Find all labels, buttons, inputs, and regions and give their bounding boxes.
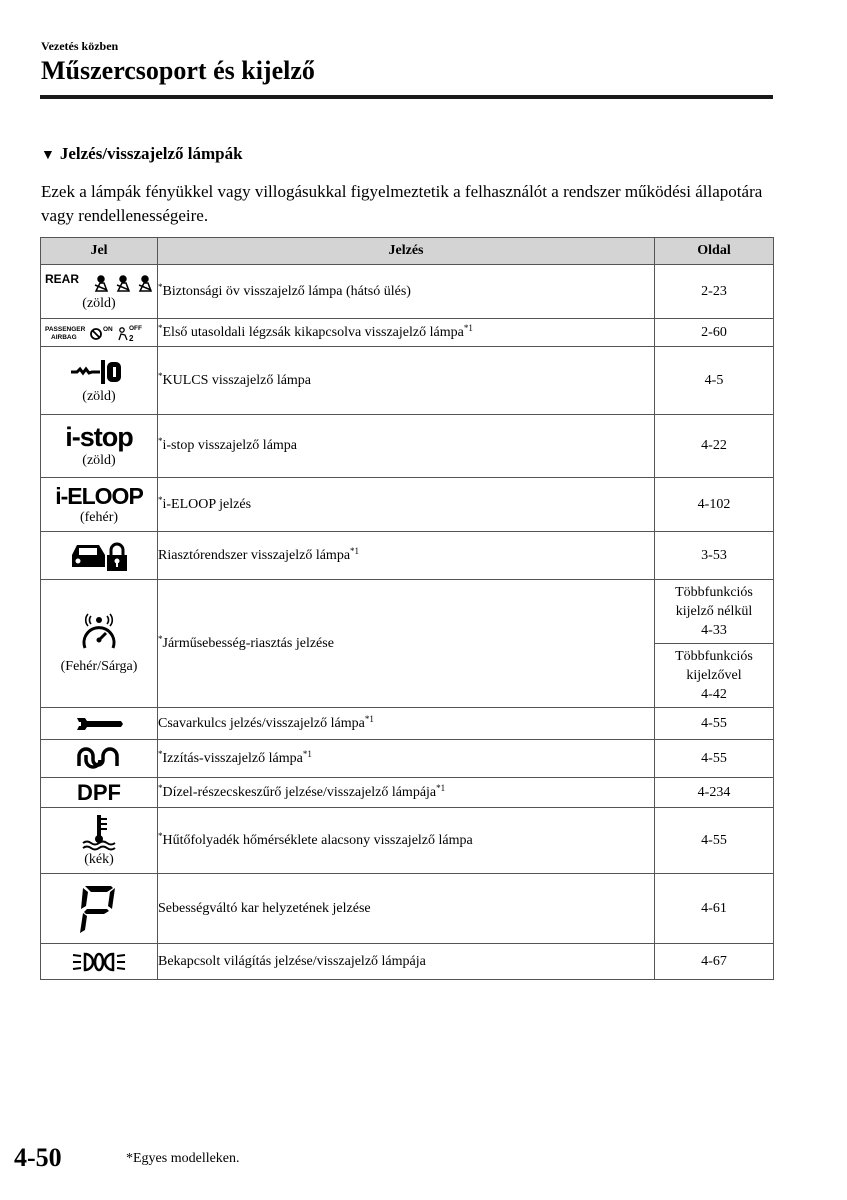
dpf-icon: DPF xyxy=(77,779,121,805)
table-row xyxy=(41,708,774,740)
page-ref-cell: 4-55 xyxy=(655,708,774,740)
svg-text:OFF: OFF xyxy=(129,324,142,332)
table-row xyxy=(41,415,774,478)
description-cell: Riasztórendszer visszajelző lámpa$^{*1}$ xyxy=(158,532,655,580)
symbol-cell xyxy=(41,808,158,874)
symbol-cell xyxy=(41,778,158,808)
page-ref-cell: 4-5 xyxy=(655,347,774,415)
triangle-marker-icon: ▼ xyxy=(41,148,55,163)
description-cell: *Hűtőfolyadék hőmérséklete alacsony visszajelző lámpa xyxy=(158,808,655,874)
intro-paragraph: Ezek a lámpák fényükkel vagy villogásukkal figyelmeztetik a felhasználót a rendszer működési állapotára vagy rendellenességeire. xyxy=(41,182,763,225)
title-divider xyxy=(40,95,773,99)
description-text: Csavarkulcs jelzés/visszajelző lámpa xyxy=(158,715,365,731)
description-text: Izzítás-visszajelző lámpa xyxy=(162,750,303,766)
symbol-cell xyxy=(41,347,158,415)
table-row xyxy=(41,580,774,644)
description-text: Biztonsági öv visszajelző lámpa (hátsó ülés) xyxy=(162,283,411,299)
header-jel: Jel xyxy=(41,238,158,265)
symbol-cell xyxy=(41,944,158,980)
page-ref-cell: 3-53 xyxy=(655,532,774,580)
wrench-icon xyxy=(73,714,125,734)
description-text: KULCS visszajelző lámpa xyxy=(162,372,312,388)
description-cell: *i-stop visszajelző lámpa xyxy=(158,415,655,478)
symbol-cell xyxy=(41,265,158,319)
page-ref-cell: 4-102 xyxy=(655,478,774,532)
color-note: (fehér) xyxy=(79,509,119,525)
description-cell: *KULCS visszajelző lámpa xyxy=(158,347,655,415)
description-cell: *i-ELOOP jelzés xyxy=(158,478,655,532)
description-cell xyxy=(158,874,655,944)
symbol-cell xyxy=(41,319,158,347)
subsection-heading xyxy=(41,144,243,164)
table-row xyxy=(41,874,774,944)
table-row xyxy=(41,532,774,580)
page-ref-cell: 4-22 xyxy=(655,415,774,478)
page-ref-cell: 4-61 xyxy=(655,874,774,944)
description-text: Első utasoldali légzsák kikapcsolva visszajelző lámpa xyxy=(162,324,464,340)
glow-plug-icon xyxy=(73,746,125,772)
svg-text:ON: ON xyxy=(103,325,113,333)
header-jelzes: Jelzés xyxy=(158,238,655,265)
table-row xyxy=(41,265,774,319)
description-text: Sebességváltó kar helyzetének jelzése xyxy=(158,900,371,916)
subsection-title: Jelzés/visszajelző lámpák xyxy=(59,144,243,163)
description-cell: *Biztonsági öv visszajelző lámpa (hátsó ülés) xyxy=(158,265,655,319)
page-ref-cell: 4-67 xyxy=(655,944,774,980)
page-ref-cell: 4-55 xyxy=(655,808,774,874)
page-ref-cell: 2-60 xyxy=(655,319,774,347)
svg-text:2: 2 xyxy=(129,333,134,343)
description-cell: *Járműsebesség-riasztás jelzése xyxy=(158,580,655,708)
rear-label: REAR xyxy=(45,271,80,286)
description-text: i-stop visszajelző lámpa xyxy=(162,438,298,453)
gear-position-p-icon xyxy=(77,882,121,936)
table-row xyxy=(41,347,774,415)
passenger-airbag-off-icon xyxy=(43,323,155,343)
description-cell: Csavarkulcs jelzés/visszajelző lámpa$^{*1}$ xyxy=(158,708,655,740)
page-ref-cell: 4-234 xyxy=(655,778,774,808)
color-note: (zöld) xyxy=(82,388,116,404)
symbol-cell xyxy=(41,874,158,944)
rear-seatbelt-icon xyxy=(43,271,155,295)
description-text: Dízel-részecskeszűrő jelzése/visszajelző lámpája xyxy=(162,784,437,800)
description-cell: *Izzítás-visszajelző lámpa$^{*1}$ xyxy=(158,740,655,778)
page-ref-cell: 4-55 xyxy=(655,740,774,778)
description-text: Riasztórendszer visszajelző lámpa xyxy=(158,547,351,563)
table-header-row xyxy=(41,238,774,265)
table-row xyxy=(41,944,774,980)
section-label: Vezetés közben xyxy=(41,39,119,53)
description-text: Hűtőfolyadék hőmérséklete alacsony visszajelző lámpa xyxy=(162,832,473,848)
table-row xyxy=(41,778,774,808)
security-alarm-icon xyxy=(69,539,129,573)
description-cell: *Dízel-részecskeszűrő jelzése/visszajelző lámpája$^{*1}$ xyxy=(158,778,655,808)
footnote: *Egyes modelleken. xyxy=(126,1151,240,1166)
color-note: (zöld) xyxy=(82,295,116,311)
speed-alarm-icon xyxy=(79,612,119,652)
symbol-cell xyxy=(41,708,158,740)
symbol-cell xyxy=(41,478,158,532)
color-note: (Fehér/Sárga) xyxy=(60,658,138,674)
symbol-cell xyxy=(41,532,158,580)
page-ref-cell: Többfunkciós kijelzővel 4-42 xyxy=(655,644,774,708)
table-row xyxy=(41,740,774,778)
description-text: Járműsebesség-riasztás jelzése xyxy=(162,635,334,651)
symbol-cell xyxy=(41,415,158,478)
description-cell xyxy=(158,944,655,980)
description-text: i-ELOOP jelzés xyxy=(162,496,252,512)
indicator-table xyxy=(40,237,774,980)
description-text: Bekapcsolt világítás jelzése/visszajelző lámpája xyxy=(158,953,426,969)
page-ref-cell: Többfunkciós kijelző nélkül 4-33 xyxy=(655,580,774,644)
header-oldal: Oldal xyxy=(655,238,774,265)
color-note: (zöld) xyxy=(82,453,116,468)
key-icon xyxy=(69,356,129,388)
table-row xyxy=(41,319,774,347)
symbol-cell xyxy=(41,580,158,708)
color-note: (kék) xyxy=(84,851,114,867)
symbol-cell xyxy=(41,740,158,778)
i-stop-icon: i-stop xyxy=(65,422,133,452)
i-eloop-icon: i-ELOOP xyxy=(55,482,143,509)
lights-on-icon xyxy=(71,951,127,973)
coolant-temp-low-icon xyxy=(79,813,119,851)
svg-text:AIRBAG: AIRBAG xyxy=(51,333,77,341)
description-cell: *Első utasoldali légzsák kikapcsolva visszajelző lámpa$^{*1}$ xyxy=(158,319,655,347)
table-row xyxy=(41,478,774,532)
page-number: 4-50 xyxy=(14,1143,62,1172)
page-title: Műszercsoport és kijelző xyxy=(41,56,315,85)
svg-text:PASSENGER: PASSENGER xyxy=(45,325,86,333)
table-row xyxy=(41,808,774,874)
page-ref-cell: 2-23 xyxy=(655,265,774,319)
